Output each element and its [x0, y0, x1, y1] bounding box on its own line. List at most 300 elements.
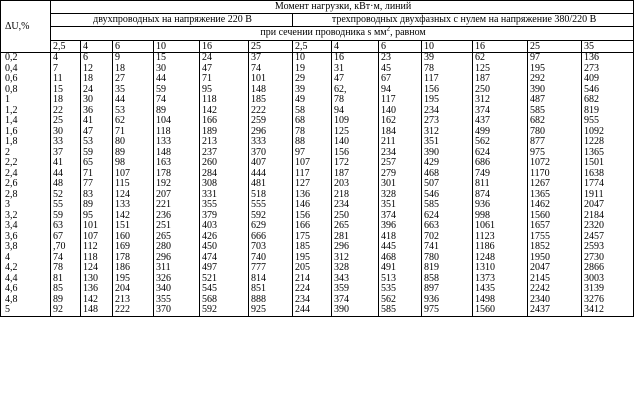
table-row	[1, 106, 634, 117]
value-cell: 1950	[528, 253, 582, 264]
value-cell: 30	[51, 127, 81, 138]
du-cell: 0,2	[1, 53, 51, 64]
value-cell: 1657	[528, 221, 582, 232]
value-cell: 3412	[582, 305, 634, 316]
value-cell: 1248	[473, 253, 528, 264]
value-cell: 250	[473, 85, 528, 96]
value-cell: 11	[51, 74, 81, 85]
value-cell: 27	[113, 74, 154, 85]
table-row	[1, 211, 634, 222]
value-cell: 195	[528, 64, 582, 75]
value-cell: 53	[81, 137, 113, 148]
value-cell: 112	[81, 242, 113, 253]
value-cell: 296	[154, 253, 200, 264]
value-cell: 629	[249, 221, 293, 232]
value-cell: 975	[528, 148, 582, 159]
value-cell: 487	[528, 95, 582, 106]
value-cell: 118	[81, 253, 113, 264]
value-cell: 74	[51, 253, 81, 264]
du-cell: 4,6	[1, 284, 51, 295]
value-cell: 877	[528, 137, 582, 148]
value-cell: 1072	[528, 158, 582, 169]
value-cell: 682	[528, 116, 582, 127]
value-cell: 936	[473, 200, 528, 211]
table-row	[1, 284, 634, 295]
value-cell: 9	[113, 53, 154, 64]
value-cell: 45	[379, 64, 422, 75]
value-cell: 118	[200, 95, 249, 106]
value-cell: 444	[249, 169, 293, 180]
value-cell: 156	[332, 148, 379, 159]
value-cell: 16	[332, 53, 379, 64]
table-row	[1, 274, 634, 285]
value-cell: 1560	[473, 305, 528, 316]
three-wire-header: трехпроводных двухфазных с нулем на напряжение 380/220 В	[293, 14, 634, 27]
value-cell: 175	[293, 232, 332, 243]
value-cell: 127	[293, 179, 332, 190]
value-cell: 333	[249, 137, 293, 148]
value-cell: 35	[113, 85, 154, 96]
value-cell: 568	[200, 295, 249, 306]
du-cell: 4,2	[1, 263, 51, 274]
value-cell: 74	[249, 64, 293, 75]
value-cell: 24	[200, 53, 249, 64]
value-cell: 133	[113, 200, 154, 211]
value-cell: 562	[379, 295, 422, 306]
value-cell: 101	[81, 221, 113, 232]
value-cell: 780	[422, 253, 473, 264]
value-cell: 4	[51, 53, 81, 64]
value-cell: 151	[113, 221, 154, 232]
value-cell: 234	[293, 295, 332, 306]
value-cell: 497	[200, 263, 249, 274]
value-cell: 23	[379, 53, 422, 64]
value-cell: 80	[113, 137, 154, 148]
value-cell: 998	[473, 211, 528, 222]
value-cell: 1501	[582, 158, 634, 169]
value-cell: 925	[249, 305, 293, 316]
value-cell: 819	[422, 263, 473, 274]
value-cell: 546	[422, 190, 473, 201]
value-cell: 142	[81, 295, 113, 306]
value-cell: 109	[332, 116, 379, 127]
value-cell: 29	[293, 74, 332, 85]
value-cell: 94	[379, 85, 422, 96]
du-cell: 3,4	[1, 221, 51, 232]
value-cell: 1310	[473, 263, 528, 274]
value-cell: 279	[379, 169, 422, 180]
value-cell: 213	[200, 137, 249, 148]
value-cell: 236	[154, 211, 200, 222]
value-cell: 1498	[473, 295, 528, 306]
value-cell: 186	[113, 263, 154, 274]
value-cell: 535	[379, 284, 422, 295]
value-cell: 203	[332, 179, 379, 190]
table-body	[1, 53, 634, 317]
value-cell: 407	[249, 158, 293, 169]
value-cell: 741	[422, 242, 473, 253]
table-row	[1, 253, 634, 264]
value-cell: 85	[51, 284, 81, 295]
section-6: 2,5	[293, 41, 332, 53]
value-cell: 1186	[473, 242, 528, 253]
value-cell: 474	[200, 253, 249, 264]
section-0: 2,5	[51, 41, 81, 53]
value-cell: 22	[51, 106, 81, 117]
value-cell: 98	[113, 158, 154, 169]
value-cell: 296	[332, 242, 379, 253]
value-cell: 63	[51, 221, 81, 232]
value-cell: 1638	[582, 169, 634, 180]
value-cell: 858	[422, 274, 473, 285]
value-cell: 2184	[582, 211, 634, 222]
value-cell: 555	[249, 200, 293, 211]
value-cell: 148	[249, 85, 293, 96]
value-cell: 136	[293, 190, 332, 201]
table-row	[1, 179, 634, 190]
value-cell: 89	[154, 106, 200, 117]
du-cell: 0,4	[1, 64, 51, 75]
value-cell: 160	[113, 232, 154, 243]
value-cell: 37	[51, 148, 81, 159]
value-cell: 44	[51, 169, 81, 180]
value-cell: 1123	[473, 232, 528, 243]
value-cell: 68	[293, 116, 332, 127]
value-cell: 244	[293, 305, 332, 316]
value-cell: 491	[379, 263, 422, 274]
value-cell: 585	[528, 106, 582, 117]
value-cell: 682	[582, 95, 634, 106]
value-cell: 142	[113, 211, 154, 222]
value-cell: 124	[81, 263, 113, 274]
value-cell: 97	[528, 53, 582, 64]
table-row	[1, 169, 634, 180]
value-cell: 125	[473, 64, 528, 75]
value-cell: 234	[422, 106, 473, 117]
value-cell: 281	[332, 232, 379, 243]
value-cell: 265	[154, 232, 200, 243]
value-cell: 359	[332, 284, 379, 295]
value-cell: 78	[422, 64, 473, 75]
value-cell: 172	[332, 158, 379, 169]
value-cell: 331	[200, 190, 249, 201]
section-11: 25	[528, 41, 582, 53]
value-cell: 117	[422, 74, 473, 85]
value-cell: 686	[473, 158, 528, 169]
value-cell: 78	[293, 127, 332, 138]
value-cell: 146	[293, 200, 332, 211]
value-cell: 133	[154, 137, 200, 148]
value-cell: 666	[249, 232, 293, 243]
value-cell: 351	[379, 200, 422, 211]
value-cell: 47	[200, 64, 249, 75]
value-cell: 518	[249, 190, 293, 201]
value-cell: 2340	[528, 295, 582, 306]
value-cell: 1228	[582, 137, 634, 148]
value-cell: 814	[249, 274, 293, 285]
value-cell: 52	[51, 190, 81, 201]
value-cell: 851	[249, 284, 293, 295]
value-cell: 481	[249, 179, 293, 190]
value-cell: 260	[200, 158, 249, 169]
section-12: 35	[582, 41, 634, 53]
value-cell: 1365	[582, 148, 634, 159]
value-cell: 355	[200, 200, 249, 211]
value-cell: 65	[81, 158, 113, 169]
value-cell: 326	[154, 274, 200, 285]
value-cell: 3276	[582, 295, 634, 306]
value-cell: 44	[113, 95, 154, 106]
du-cell: 0,8	[1, 85, 51, 96]
du-cell: 2,6	[1, 179, 51, 190]
value-cell: 78	[332, 95, 379, 106]
value-cell: 2866	[582, 263, 634, 274]
value-cell: 187	[332, 169, 379, 180]
value-cell: 67	[379, 74, 422, 85]
value-cell: 222	[113, 305, 154, 316]
section-1: 4	[81, 41, 113, 53]
value-cell: 546	[582, 85, 634, 96]
value-cell: 1462	[528, 200, 582, 211]
value-cell: 2320	[582, 221, 634, 232]
value-cell: 162	[379, 116, 422, 127]
value-cell: 24	[81, 85, 113, 96]
value-cell: 214	[293, 274, 332, 285]
value-cell: 15	[51, 85, 81, 96]
value-cell: 351	[422, 137, 473, 148]
value-cell: 374	[473, 106, 528, 117]
value-cell: 273	[422, 116, 473, 127]
value-cell: 95	[81, 211, 113, 222]
value-cell: 328	[332, 263, 379, 274]
value-cell: 107	[81, 232, 113, 243]
table-row	[1, 64, 634, 75]
section-4: 16	[200, 41, 249, 53]
section-prefix: при сечении проводника s мм	[260, 27, 387, 38]
value-cell: 59	[51, 211, 81, 222]
du-header: ΔU,%	[1, 1, 51, 53]
value-cell: 374	[379, 211, 422, 222]
value-cell: 592	[249, 211, 293, 222]
value-cell: 312	[473, 95, 528, 106]
section-5: 25	[249, 41, 293, 53]
du-cell: 1,8	[1, 137, 51, 148]
value-cell: 624	[422, 211, 473, 222]
value-cell: 58	[293, 106, 332, 117]
value-cell: 749	[473, 169, 528, 180]
value-cell: 44	[154, 74, 200, 85]
value-cell: 89	[51, 295, 81, 306]
value-cell: 301	[379, 179, 422, 190]
value-cell: 169	[113, 242, 154, 253]
du-cell: 2,8	[1, 190, 51, 201]
value-cell: 265	[332, 221, 379, 232]
value-cell: 92	[51, 305, 81, 316]
value-cell: 178	[113, 253, 154, 264]
value-cell: 437	[473, 116, 528, 127]
value-cell: 185	[249, 95, 293, 106]
value-cell: 702	[422, 232, 473, 243]
value-cell: 585	[422, 200, 473, 211]
value-cell: 468	[379, 253, 422, 264]
table-row	[1, 200, 634, 211]
value-cell: 53	[113, 106, 154, 117]
value-cell: 819	[582, 106, 634, 117]
value-cell: 101	[249, 74, 293, 85]
table-row	[1, 232, 634, 243]
value-cell: 308	[200, 179, 249, 190]
value-cell: 897	[422, 284, 473, 295]
du-cell: 1	[1, 95, 51, 106]
value-cell: 592	[200, 305, 249, 316]
value-cell: 1373	[473, 274, 528, 285]
value-cell: 39	[422, 53, 473, 64]
value-cell: 811	[473, 179, 528, 190]
value-cell: 292	[528, 74, 582, 85]
value-cell: 1170	[528, 169, 582, 180]
value-cell: 562	[473, 137, 528, 148]
du-cell: 1,4	[1, 116, 51, 127]
value-cell: 37	[249, 53, 293, 64]
value-cell: 30	[154, 64, 200, 75]
value-cell: 104	[154, 116, 200, 127]
value-cell: 740	[249, 253, 293, 264]
value-cell: 195	[422, 95, 473, 106]
table-row	[1, 137, 634, 148]
value-cell: 62	[113, 116, 154, 127]
value-cell: 89	[113, 148, 154, 159]
value-cell: 187	[473, 74, 528, 85]
value-cell: 77	[81, 179, 113, 190]
value-cell: 624	[473, 148, 528, 159]
section-header	[51, 27, 634, 41]
value-cell: 955	[582, 116, 634, 127]
value-cell: 251	[154, 221, 200, 232]
value-cell: 36	[81, 106, 113, 117]
value-cell: 234	[379, 148, 422, 159]
value-cell: 205	[293, 263, 332, 274]
du-cell: 1,6	[1, 127, 51, 138]
value-cell: 140	[379, 106, 422, 117]
value-cell: 234	[332, 200, 379, 211]
value-cell: 94	[332, 106, 379, 117]
du-cell: 4	[1, 253, 51, 264]
value-cell: 55	[51, 200, 81, 211]
value-cell: 218	[332, 190, 379, 201]
value-cell: 250	[332, 211, 379, 222]
value-cell: 585	[379, 305, 422, 316]
table-row	[1, 95, 634, 106]
value-cell: 888	[249, 295, 293, 306]
value-cell: 204	[113, 284, 154, 295]
value-cell: 1911	[582, 190, 634, 201]
moment-title: Момент нагрузки, кВт·м, линий	[51, 1, 634, 14]
value-cell: 47	[81, 127, 113, 138]
value-cell: 499	[473, 127, 528, 138]
du-cell: 2,4	[1, 169, 51, 180]
section-2: 6	[113, 41, 154, 53]
table-row	[1, 305, 634, 316]
value-cell: 257	[379, 158, 422, 169]
sections-row	[1, 41, 634, 53]
value-cell: 25	[51, 116, 81, 127]
value-cell: 936	[422, 295, 473, 306]
value-cell: 71	[81, 169, 113, 180]
value-cell: 107	[113, 169, 154, 180]
table-row	[1, 263, 634, 274]
value-cell: 1852	[528, 242, 582, 253]
value-cell: 296	[249, 127, 293, 138]
value-cell: 18	[51, 95, 81, 106]
value-cell: 124	[113, 190, 154, 201]
value-cell: 156	[422, 85, 473, 96]
value-cell: 2437	[528, 305, 582, 316]
value-cell: 62,	[332, 85, 379, 96]
value-cell: 166	[200, 116, 249, 127]
value-cell: 115	[113, 179, 154, 190]
value-cell: 213	[113, 295, 154, 306]
value-cell: 328	[379, 190, 422, 201]
value-cell: 374	[332, 295, 379, 306]
du-cell: 1,2	[1, 106, 51, 117]
value-cell: 975	[422, 305, 473, 316]
value-cell: 874	[473, 190, 528, 201]
value-cell: 273	[582, 64, 634, 75]
value-cell: 18	[81, 74, 113, 85]
value-cell: 777	[249, 263, 293, 274]
du-cell: 3,2	[1, 211, 51, 222]
value-cell: 41	[81, 116, 113, 127]
value-cell: 513	[379, 274, 422, 285]
value-cell: 507	[422, 179, 473, 190]
value-cell: 107	[293, 158, 332, 169]
value-cell: 2145	[528, 274, 582, 285]
section-suffix: , равном	[390, 27, 426, 38]
value-cell: 88	[293, 137, 332, 148]
value-cell: 185	[293, 242, 332, 253]
du-cell: 3,8	[1, 242, 51, 253]
value-cell: 390	[528, 85, 582, 96]
value-cell: 95	[200, 85, 249, 96]
du-cell: 3,6	[1, 232, 51, 243]
value-cell: 2593	[582, 242, 634, 253]
table-row	[1, 158, 634, 169]
du-cell: 5	[1, 305, 51, 316]
value-cell: 31	[332, 64, 379, 75]
value-cell: 2457	[582, 232, 634, 243]
value-cell: 148	[81, 305, 113, 316]
value-cell: 340	[154, 284, 200, 295]
value-cell: 7	[51, 64, 81, 75]
value-cell: 83	[81, 190, 113, 201]
value-cell: 1061	[473, 221, 528, 232]
value-cell: 284	[200, 169, 249, 180]
value-cell: 49	[293, 95, 332, 106]
value-cell: 545	[200, 284, 249, 295]
value-cell: 195	[113, 274, 154, 285]
value-cell: 2047	[582, 200, 634, 211]
value-cell: 3003	[582, 274, 634, 285]
value-cell: 166	[293, 221, 332, 232]
value-cell: 189	[200, 127, 249, 138]
section-10: 16	[473, 41, 528, 53]
value-cell: 450	[200, 242, 249, 253]
section-9: 10	[422, 41, 473, 53]
value-cell: 1755	[528, 232, 582, 243]
du-cell: 4,4	[1, 274, 51, 285]
value-cell: 48	[51, 179, 81, 190]
section-8: 6	[379, 41, 422, 53]
